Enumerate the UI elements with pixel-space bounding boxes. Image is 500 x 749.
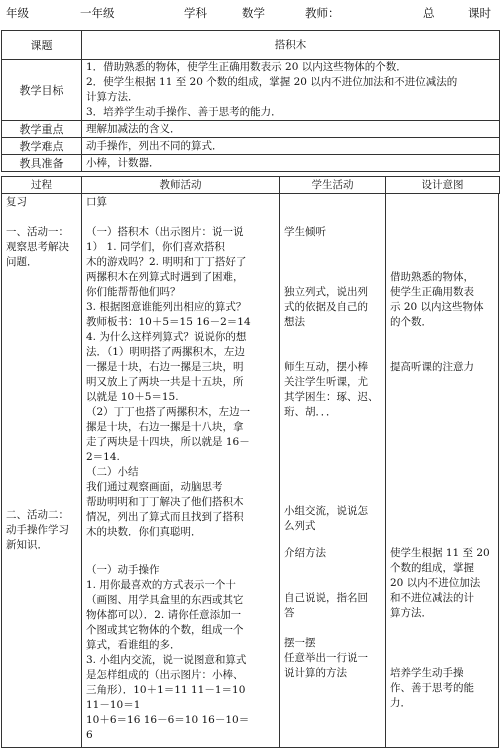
grade-value: 一年级 (80, 6, 115, 20)
col-process: 过程 (2, 177, 82, 194)
topic-label: 课题 (2, 31, 82, 60)
student-independent: 独立列式，说出列 式的依据及自己的 想法 (284, 286, 368, 328)
goals-cell (82, 60, 500, 121)
student-self: 自己说说，指名回 答 (284, 592, 368, 619)
process-activity-1: 一、活动一： 观察思考解决 问题． (6, 226, 69, 268)
goal-line: 1．借助熟悉的物体，使学生正确用数表示 20 以内这些物体的个数． (86, 61, 407, 73)
difficulty-label: 教学难点 (2, 138, 82, 155)
process-review: 复习 (6, 196, 27, 208)
grade-label: 年级 (6, 6, 29, 20)
goal-line: 2．使学生根据 11 至 20 个数的组成，掌握 20 以内不进位加法和不进位减法的 (86, 76, 458, 88)
student-group: 小组交流，说说怎 么列式 (284, 505, 368, 532)
teacher-block-1: （一）搭积木（出示图片：说一说 1） 1. 同学们，你们喜欢搭积 木的游戏吗？2. 明明和丁丁搭好了 两摞积木在列算式时遇到了困难， 你们能帮帮他们吗？ 3. 根据图意谁能列出相应的算式？ 教师板书：10＋5＝15 16－2＝14 4. 为什么这样列算式？说说你的想 法．（1）明明搭了两摞积木，左边 一摞是十块，右边一摞是三块，明 明又放上了两块一共是十五块，所 以就是 10＋5＝15. （2）丁丁也搭了两摞积木，左边一 摞是十块，右边一摞是十八块，拿 走了两块是十四块，所以就是 16－ 2＝14. （二）小结 我们通过观察画面，动脑思考 帮助明明和丁丁解决了他们搭积木 情况，列出了算式而且找到了搭积 木的块数．你们真聪明． (86, 226, 251, 538)
goals-label: 教学目标 (2, 60, 82, 121)
student-arrange: 摆一摆 任意举出一行说一 说计算的方法 (284, 637, 368, 679)
activity-header-table (1, 176, 500, 194)
difficulty-value: 动手操作，列出不同的算式． (82, 138, 500, 155)
goal-line: 计算方法． (86, 91, 139, 103)
col-student: 学生活动 (280, 177, 386, 194)
design-attention: 提高听课的注意力 (390, 361, 474, 373)
design-goal-2: 使学生根据 11 至 20 个数的组成，掌握 20 以内不进位加法 和不进位减法的计 算方法． (390, 547, 490, 619)
student-listen: 学生倾听 (284, 226, 326, 238)
goal-line: 3．培养学生动手操作、善于思考的能力． (86, 106, 282, 118)
process-activity-2: 二、活动二： 动手操作学习 新知识． (6, 509, 69, 551)
key-label: 教学重点 (2, 121, 82, 138)
tools-value: 小棒，计数器． (82, 155, 500, 172)
design-goal-3: 培养学生动手操 作、善于思考的能 力． (390, 667, 474, 709)
subject-label: 学科 (184, 6, 207, 20)
total-label: 总 (423, 6, 435, 20)
period-label: 课时 (468, 6, 491, 20)
col-teacher: 教师活动 (82, 177, 280, 194)
design-goal-1: 借助熟悉的物体， 使学生正确用数表 示 20 以内这些物体 的个数． (390, 271, 484, 328)
key-value: 理解加减法的含义． (82, 121, 500, 138)
subject-value: 数学 (242, 6, 265, 20)
topic-value: 搭积木 (82, 31, 500, 60)
activity-body (1, 193, 499, 748)
info-table (1, 30, 500, 172)
col-design: 设计意图 (386, 177, 500, 194)
teacher-label: 教师： (305, 6, 340, 20)
tools-label: 教具准备 (2, 155, 82, 172)
student-interaction: 师生互动，摆小棒 关注学生听课，尤 其学困生：琢、迟、 珩、胡．．． (284, 361, 379, 418)
teacher-block-2: （一）动手操作 1. 用你最喜欢的方式表示一个十 （画图、用学具盒里的东西或其它 物体都可以）．2. 请你任意添加一 个图或其它物体的个数，组成一个 算式，看谁组的多． 3. 小组内交流，说一说图意和算式 是怎样组成的（出示图片：小棒、 三角形）．10＋1＝11 11－1＝10 11－10＝1 10＋6＝16 16－6＝10 16－10＝ 6 (86, 564, 250, 741)
student-method: 介绍方法 (284, 547, 326, 559)
teacher-oral: 口算 (86, 196, 107, 208)
